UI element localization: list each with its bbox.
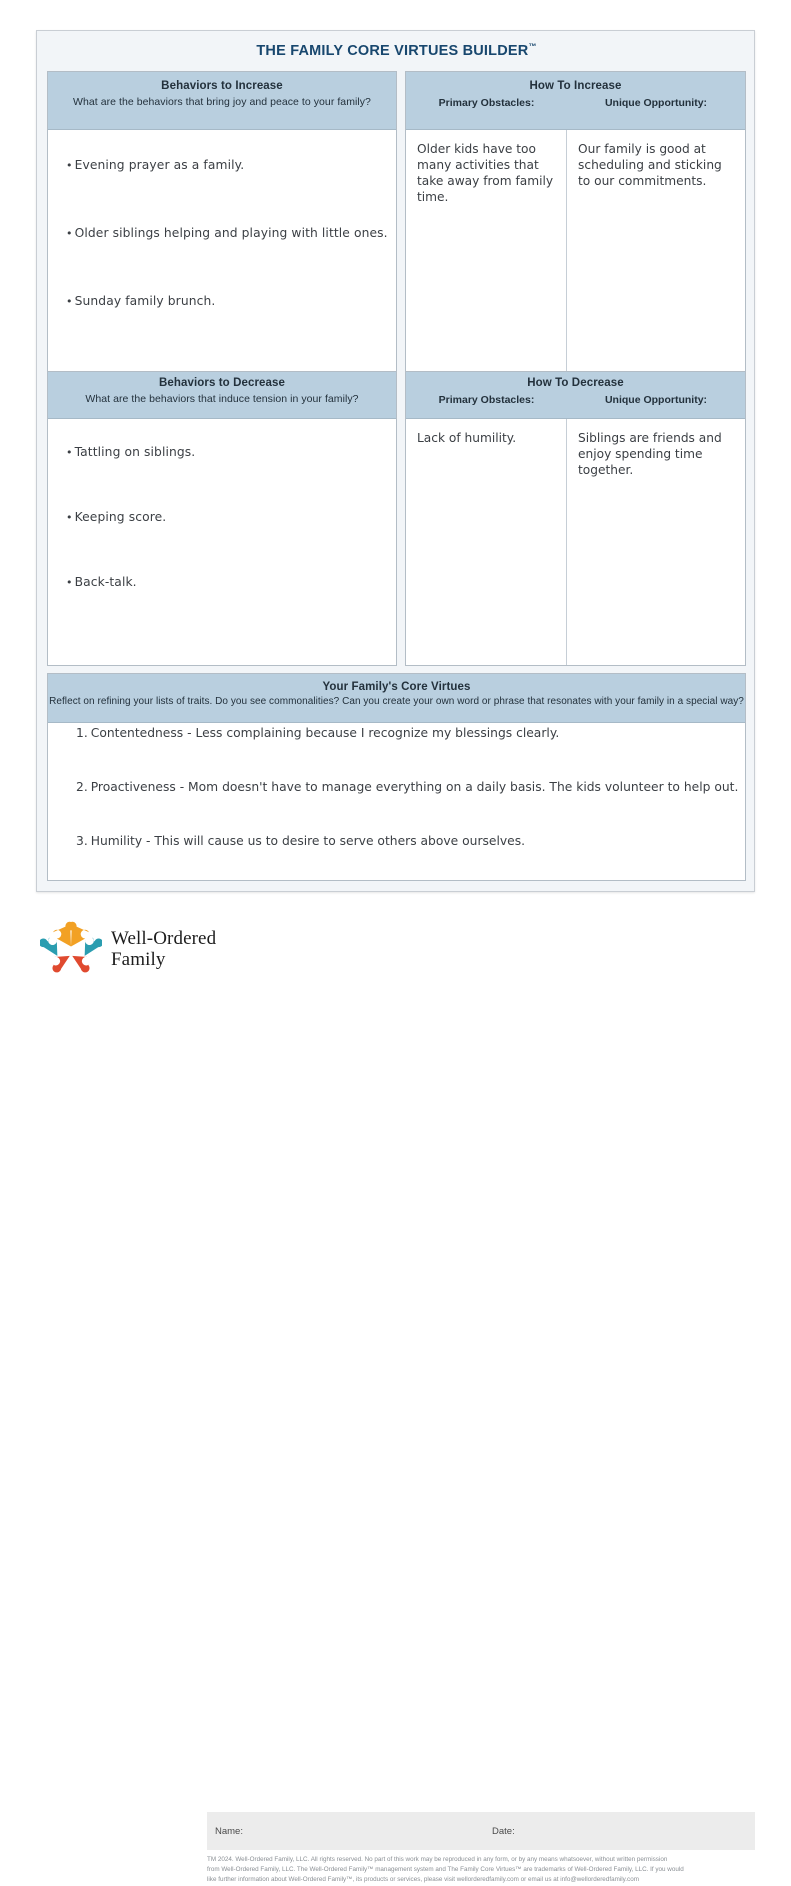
- list-item[interactable]: [76, 834, 717, 848]
- brand-logo-text: [102, 928, 216, 971]
- how-to-decrease-column-labels: [406, 389, 745, 406]
- unique-opportunity-label: Unique Opportunity:: [604, 97, 708, 109]
- list-item[interactable]: [66, 294, 378, 308]
- list-item-text: Sunday family brunch.: [74, 294, 216, 308]
- trademark-symbol: ™: [528, 42, 537, 51]
- bullet-icon: •: [66, 159, 73, 172]
- page-footer: [0, 900, 791, 1884]
- behaviors-to-increase-heading: Behaviors to Increase: [161, 80, 283, 92]
- list-item[interactable]: [66, 158, 378, 172]
- worksheet-panel: [36, 30, 755, 892]
- how-to-decrease-body: [406, 419, 745, 665]
- behaviors-to-increase-list[interactable]: [48, 158, 396, 308]
- behaviors-to-decrease-heading: Behaviors to Decrease: [158, 377, 286, 389]
- primary-obstacles-label: Primary Obstacles:: [438, 97, 535, 109]
- how-to-increase-heading: How To Increase: [529, 80, 622, 92]
- list-item[interactable]: [66, 445, 378, 459]
- how-to-increase-body: [406, 130, 745, 392]
- how-to-increase-header: [406, 72, 745, 130]
- puzzle-flower-logo-icon: [40, 918, 102, 980]
- date-field-label[interactable]: Date:: [492, 1826, 515, 1837]
- unique-opportunity-cell[interactable]: Our family is good at scheduling and sticking to our commitments.: [578, 142, 722, 188]
- behaviors-to-decrease-header: [48, 372, 396, 419]
- core-virtues-heading: Your Family's Core Virtues: [322, 681, 471, 693]
- legal-line: TM 2024. Well-Ordered Family, LLC. All rights reserved. No part of this work may be reproduced in any form, or by any means whatsoever, without written permission: [207, 1856, 668, 1863]
- brand-name-line1: Well-Ordered: [111, 927, 217, 949]
- how-to-increase-panel: [405, 71, 746, 393]
- list-item-text: Tattling on siblings.: [74, 445, 196, 459]
- behaviors-to-increase-subheading: What are the behaviors that bring joy and peace to your family?: [73, 96, 371, 108]
- list-item-text: Proactiveness - Mom doesn't have to manage everything on a daily basis. The kids volunteer to help out.: [90, 780, 739, 794]
- bullet-icon: •: [66, 576, 73, 589]
- behaviors-to-increase-panel: [47, 71, 397, 393]
- behaviors-to-decrease-subheading: What are the behaviors that induce tension in your family?: [85, 393, 359, 405]
- list-item[interactable]: [76, 780, 739, 794]
- core-virtues-subheading: Reflect on refining your lists of traits. Do you see commonalities? Can you create your own word or phrase that resonates with your family in a special way?: [49, 696, 744, 707]
- how-to-decrease-panel: [405, 371, 746, 666]
- list-item-text: Older siblings helping and playing with little ones.: [74, 226, 388, 240]
- behaviors-to-decrease-list[interactable]: [48, 445, 396, 589]
- unique-opportunity-cell[interactable]: Siblings are friends and enjoy spending time together.: [578, 431, 722, 477]
- how-to-decrease-header: [406, 372, 745, 419]
- core-virtues-panel: [47, 673, 746, 881]
- bullet-icon: •: [66, 295, 73, 308]
- name-field-label[interactable]: Name:: [215, 1826, 243, 1837]
- how-to-increase-column-labels: [406, 92, 745, 109]
- how-to-decrease-heading: How To Decrease: [527, 377, 624, 389]
- core-virtues-list[interactable]: [48, 726, 745, 848]
- list-item-text: Back-talk.: [74, 575, 137, 589]
- primary-obstacles-cell[interactable]: Older kids have too many activities that take away from family time.: [406, 130, 567, 392]
- primary-obstacles-label: Primary Obstacles:: [438, 394, 535, 406]
- unique-opportunity-label: Unique Opportunity:: [604, 394, 708, 406]
- bullet-icon: •: [66, 511, 73, 524]
- behaviors-to-decrease-panel: [47, 371, 397, 666]
- bullet-icon: •: [66, 446, 73, 459]
- list-item-text: Keeping score.: [74, 510, 167, 524]
- list-item[interactable]: [66, 575, 378, 589]
- page-title-text: THE FAMILY CORE VIRTUES BUILDER: [256, 42, 529, 59]
- list-item-number: 1.: [76, 726, 88, 740]
- bullet-icon: •: [66, 227, 73, 240]
- core-virtues-header: [48, 674, 745, 723]
- list-item-text: Humility - This will cause us to desire to serve others above ourselves.: [90, 834, 526, 848]
- list-item-text: Contentedness - Less complaining because I recognize my blessings clearly.: [90, 726, 560, 740]
- list-item-number: 3.: [76, 834, 88, 848]
- name-date-bar: [207, 1812, 755, 1850]
- legal-text: [207, 1855, 755, 1886]
- list-item[interactable]: [76, 726, 717, 740]
- primary-obstacles-cell[interactable]: Lack of humility.: [406, 419, 567, 665]
- page-title: [37, 42, 756, 59]
- legal-line: from Well-Ordered Family, LLC. The Well-Ordered Family™ management system and The Family Core Virtues™ are trademarks of Well-Ordered Family, LLC. If you would: [207, 1866, 684, 1874]
- brand-name-line2: Family: [111, 949, 166, 970]
- list-item-number: 2.: [76, 780, 88, 794]
- list-item[interactable]: [66, 510, 378, 524]
- legal-line: like further information about Well-Ordered Family™, its products or services, please visit wellorderedfamily.com or email us at info@wellorderedfamily.com: [207, 1876, 639, 1884]
- brand-logo: [40, 918, 216, 980]
- list-item-text: Evening prayer as a family.: [74, 158, 245, 172]
- behaviors-to-increase-header: [48, 72, 396, 130]
- list-item[interactable]: [66, 226, 388, 240]
